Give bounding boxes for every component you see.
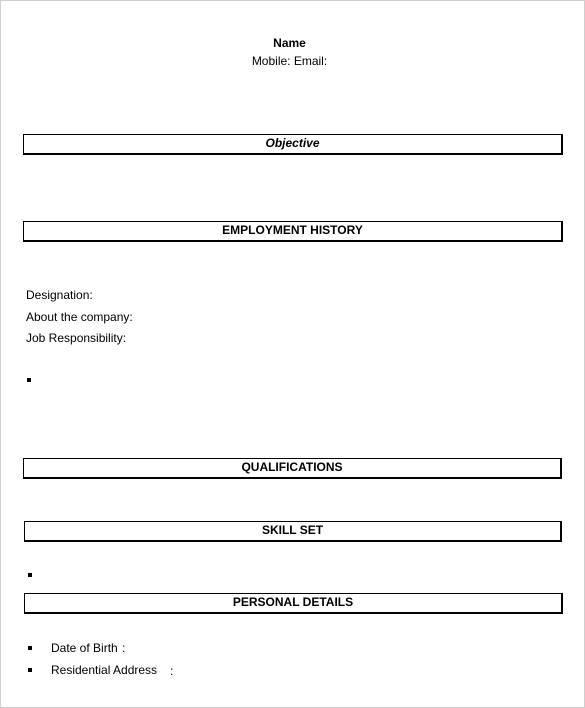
- section-skill-set-title: SKILL SET: [261, 523, 324, 537]
- section-personal-details-title: PERSONAL DETAILS: [232, 595, 354, 609]
- section-objective-title: Objective: [265, 136, 320, 150]
- designation-label: Designation:: [26, 288, 93, 302]
- dob-colon: :: [122, 641, 126, 655]
- section-qualifications: [23, 458, 562, 479]
- section-personal-details: [24, 593, 563, 614]
- bullet-skill: [28, 573, 32, 577]
- bullet-address: [28, 668, 32, 672]
- address-colon: :: [170, 664, 174, 678]
- about-company-label: About the company:: [26, 310, 133, 324]
- candidate-name: Name: [273, 36, 306, 50]
- section-employment-history-title: EMPLOYMENT HISTORY: [222, 223, 363, 237]
- address-label: Residential Address: [51, 663, 158, 677]
- section-qualifications-title: QUALIFICATIONS: [241, 460, 343, 474]
- bullet-responsibility: [27, 378, 31, 382]
- job-responsibility-label: Job Responsibility:: [26, 331, 127, 345]
- section-skill-set: [24, 521, 562, 542]
- contact-line: Mobile: Email:: [251, 54, 328, 68]
- dob-label: Date of Birth: [51, 641, 118, 655]
- section-objective: [23, 134, 563, 155]
- bullet-dob: [28, 646, 32, 650]
- section-employment-history: [23, 221, 563, 242]
